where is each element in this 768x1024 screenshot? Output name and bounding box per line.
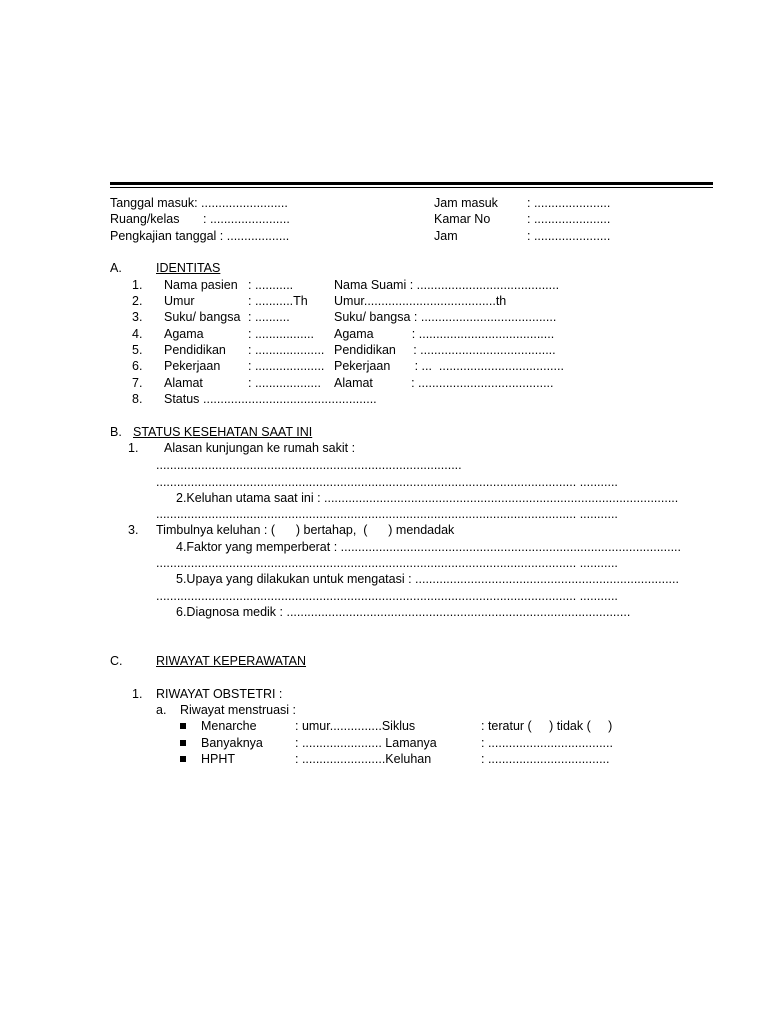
ruang-kelas-label: Ruang/kelas [110, 212, 180, 226]
bullet-mid: : ....................... Lamanya [295, 736, 437, 750]
header-rule-thick [110, 182, 713, 185]
row-value: .................................................. [203, 392, 377, 406]
row-value: : .......... [248, 310, 290, 324]
bullet-icon [180, 756, 186, 762]
row-num: 4. [132, 327, 143, 341]
bullet-mid: : umur...............Siklus [295, 719, 416, 733]
row-value: : .................... [248, 359, 325, 373]
section-c-letter: C. [110, 654, 123, 668]
section-b-title: STATUS KESEHATAN SAAT INI [133, 425, 313, 439]
bullet-right: : teratur ( ) tidak ( ) [481, 719, 613, 733]
section-a-letter: A. [110, 261, 122, 275]
row-num: 8. [132, 392, 143, 406]
row-num: 3. [132, 310, 143, 324]
row-label: Status [164, 392, 200, 406]
row-value: : ................... [248, 376, 321, 390]
bullet-label: HPHT [201, 752, 236, 766]
bullet-right: : ................................... [481, 752, 610, 766]
sub1-text: RIWAYAT OBSTETRI : [156, 687, 283, 701]
row-right: Suku/ bangsa : ....................................... [334, 310, 557, 324]
kamar-no-value: : ...................... [527, 212, 611, 226]
sub-a-text: Riwayat menstruasi : [180, 703, 297, 717]
item3-text: Timbulnya keluhan : ( ) bertahap, ( ) mendadak [156, 523, 455, 537]
item3-num: 3. [128, 523, 139, 537]
row-num: 5. [132, 343, 143, 357]
kamar-no-label: Kamar No [434, 212, 491, 226]
item2-text: 2.Keluhan utama saat ini : ...................................................................................................... [176, 491, 679, 505]
item1-line1: ........................................................................................ [156, 458, 462, 472]
bullet-icon [180, 740, 186, 746]
item2-line: ......................................................................................................................... ........... [156, 507, 618, 521]
section-b-letter: B. [110, 425, 122, 439]
jam-masuk-value: : ...................... [527, 196, 611, 210]
row-label: Agama [164, 327, 204, 341]
item1-text: Alasan kunjungan ke rumah sakit : [164, 441, 356, 455]
pengkajian-tanggal: Pengkajian tanggal : .................. [110, 229, 290, 243]
bullet-icon [180, 723, 186, 729]
row-num: 6. [132, 359, 143, 373]
row-right: Pekerjaan : ... .................................... [334, 359, 564, 373]
row-right: Agama : ....................................... [334, 327, 555, 341]
row-value: : .................... [248, 343, 325, 357]
section-a-title: IDENTITAS [156, 261, 221, 275]
row-num: 2. [132, 294, 143, 308]
item4-line: ......................................................................................................................... ........... [156, 556, 618, 570]
jam-value: : ...................... [527, 229, 611, 243]
row-label: Pendidikan [164, 343, 226, 357]
ruang-kelas-value: : ....................... [203, 212, 290, 226]
item4-text: 4.Faktor yang memperberat : .................................................................................................. [176, 540, 681, 554]
row-value: : ................. [248, 327, 314, 341]
item5-text: 5.Upaya yang dilakukan untuk mengatasi : ............................................................................ [176, 572, 679, 586]
row-right: Alamat : ....................................... [334, 376, 554, 390]
item5-line: ......................................................................................................................... ........... [156, 589, 618, 603]
row-label: Pekerjaan [164, 359, 221, 373]
row-right: Umur......................................th [334, 294, 507, 308]
bullet-mid: : ........................Keluhan [295, 752, 432, 766]
sub1-num: 1. [132, 687, 143, 701]
row-right: Pendidikan : ....................................... [334, 343, 556, 357]
row-label: Umur [164, 294, 195, 308]
bullet-label: Menarche [201, 719, 257, 733]
item6-text: 6.Diagnosa medik : ................................................................................................... [176, 605, 631, 619]
bullet-right: : .................................... [481, 736, 613, 750]
row-right: Nama Suami : ......................................... [334, 278, 560, 292]
item1-num: 1. [128, 441, 139, 455]
bullet-label: Banyaknya [201, 736, 263, 750]
jam-label: Jam [434, 229, 458, 243]
sub-a-letter: a. [156, 703, 167, 717]
tanggal-masuk: Tanggal masuk: ......................... [110, 196, 288, 210]
item1-line2: ......................................................................................................................... ........... [156, 475, 618, 489]
row-num: 1. [132, 278, 143, 292]
row-value: : ...........Th [248, 294, 308, 308]
row-label: Alamat [164, 376, 203, 390]
header-rule-thin [110, 187, 713, 188]
jam-masuk-label: Jam masuk [434, 196, 498, 210]
row-value: : ........... [248, 278, 294, 292]
row-label: Nama pasien [164, 278, 238, 292]
section-c-title: RIWAYAT KEPERAWATAN [156, 654, 307, 668]
row-num: 7. [132, 376, 143, 390]
row-label: Suku/ bangsa [164, 310, 241, 324]
